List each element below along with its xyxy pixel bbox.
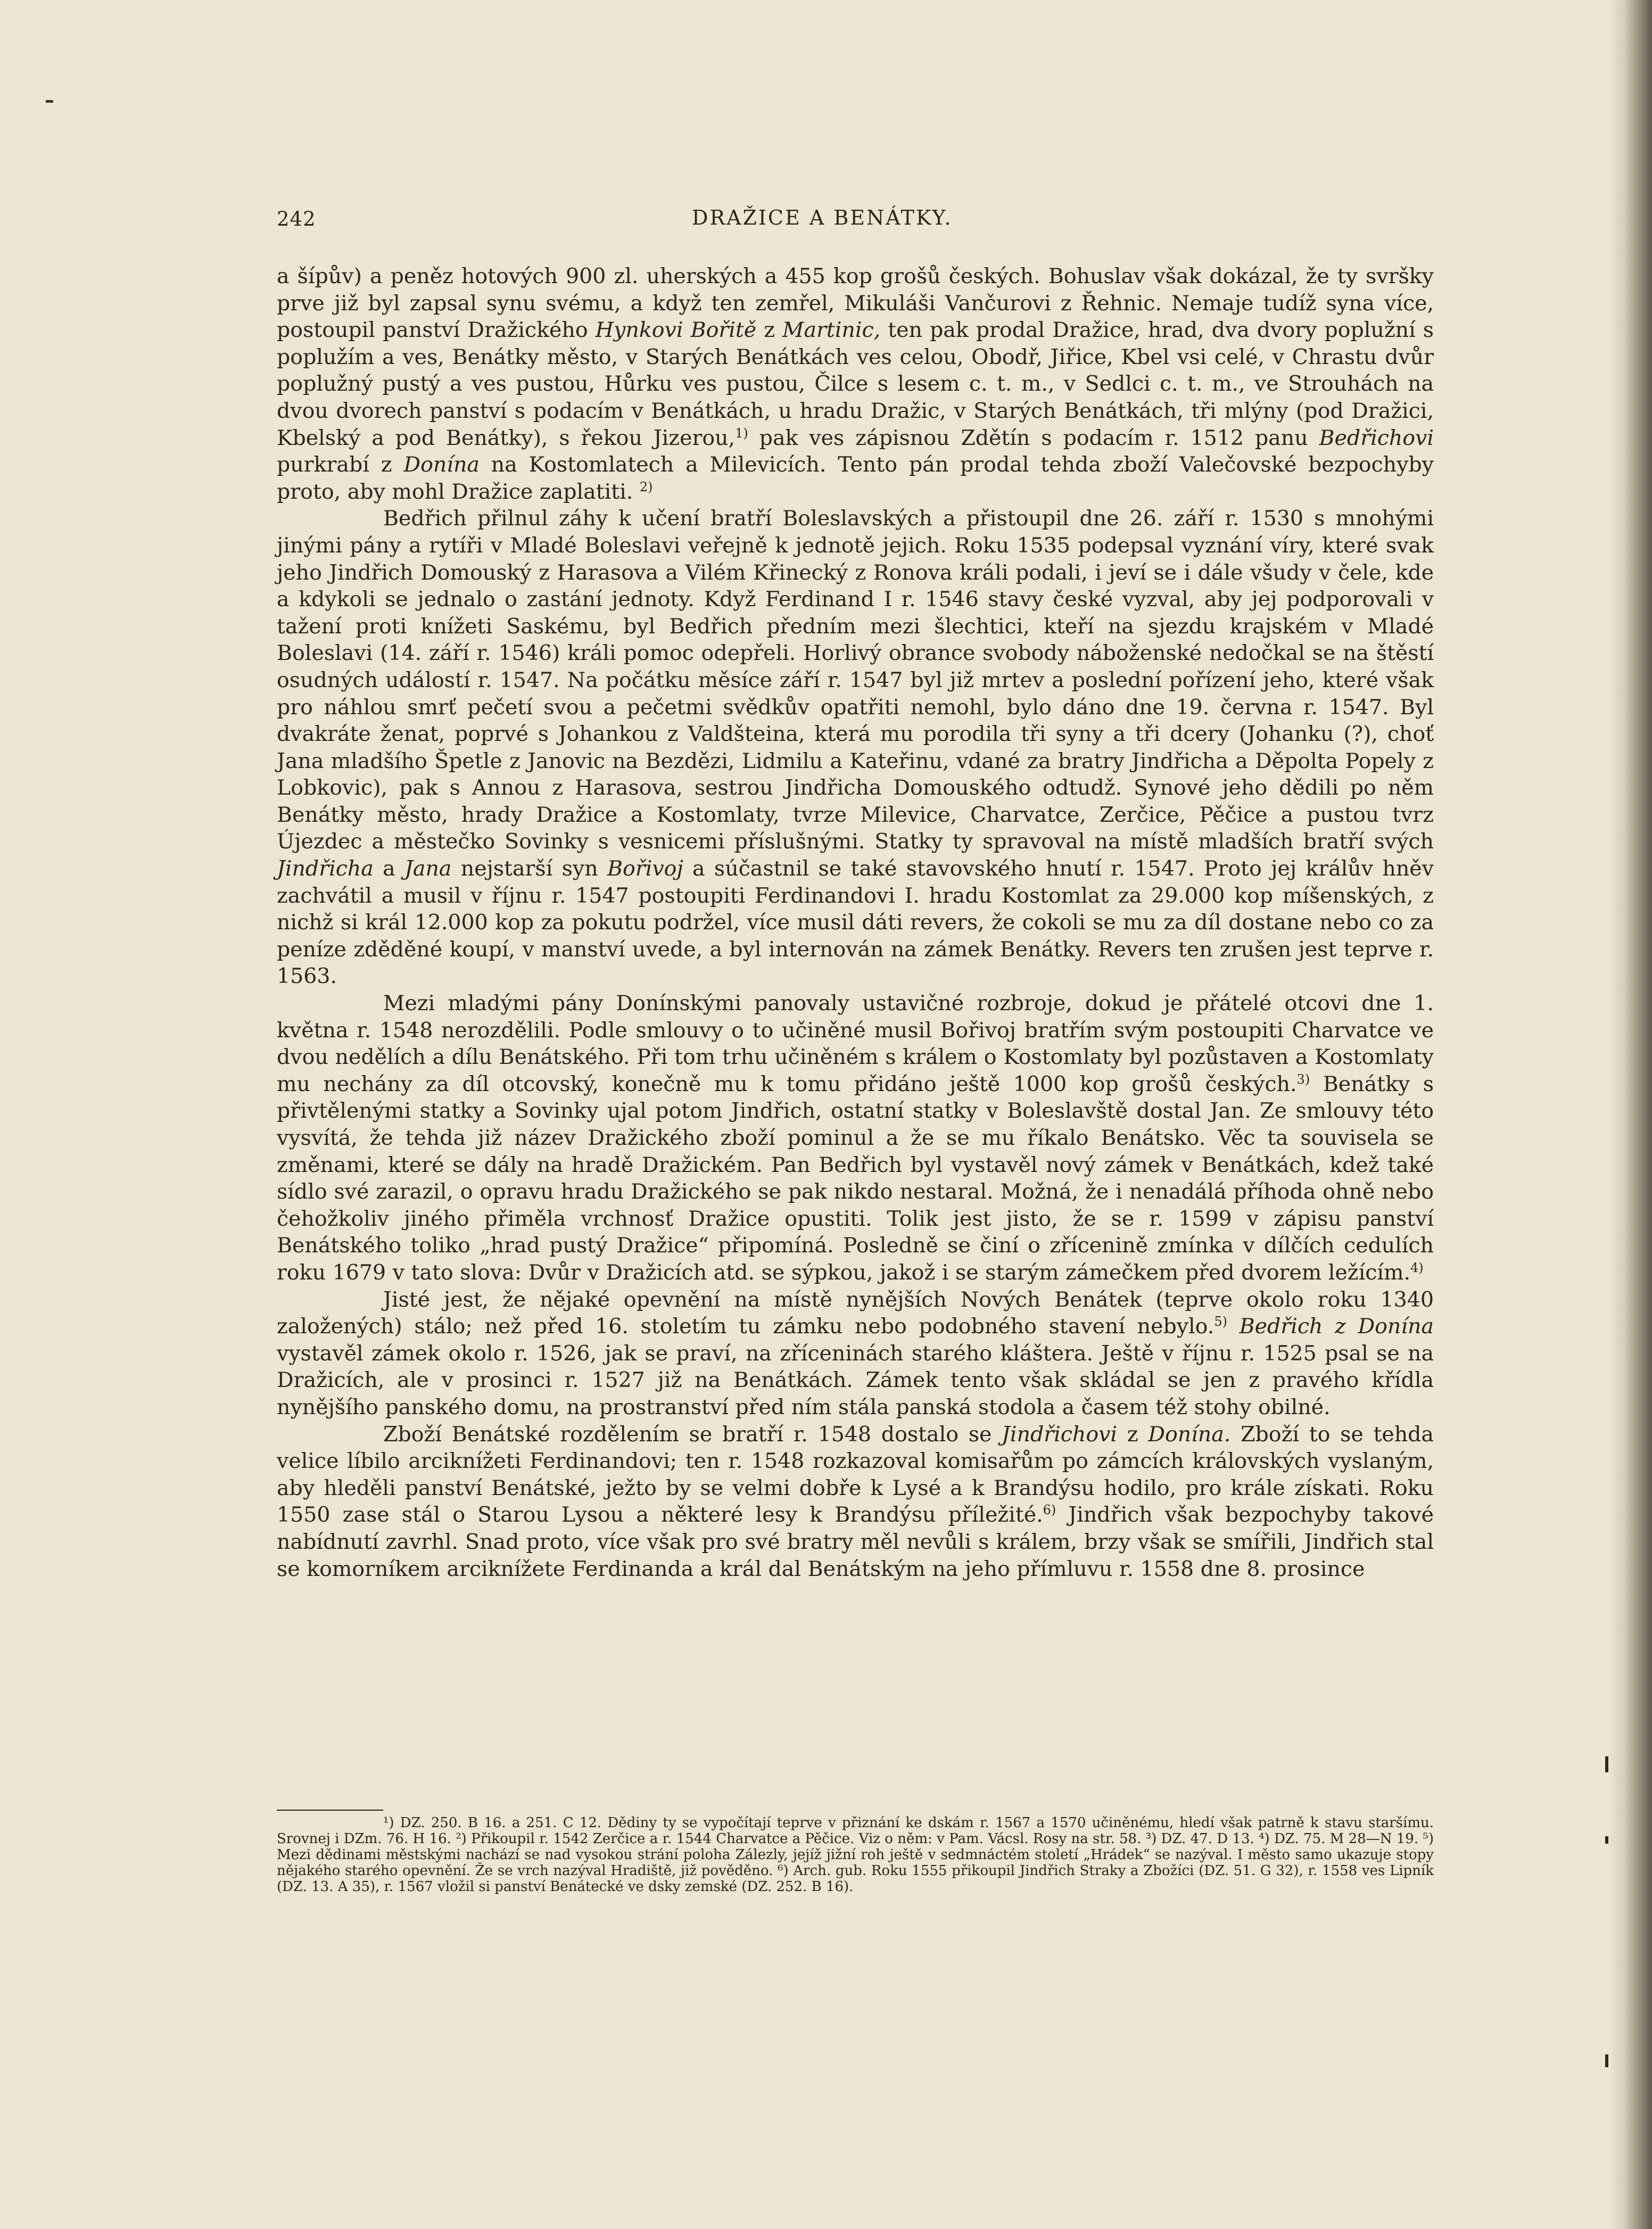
person-name: Jindřichovi — [1002, 1422, 1118, 1447]
text-run: z — [1117, 1422, 1149, 1447]
footnote-rule — [277, 1810, 383, 1811]
footnote-ref: 1) — [735, 425, 748, 441]
page-right-edge — [1624, 0, 1652, 2229]
text-run: Zboží Benátské rozdělením se bratří r. 1548 dostalo se — [383, 1422, 1002, 1447]
running-title: DRAŽICE A BENÁTKY. — [692, 206, 953, 229]
paragraph-5 — [277, 1421, 1434, 1583]
paragraph-3 — [277, 990, 1434, 1286]
text-run: Mezi mladými pány Donínskými panovaly ustavičné rozbroje, dokud je přátelé otcovi dne 1. května r. 1548 nerozdělili. Podle smlouvy o to učiněné musil Bořivoj bratřím svým postoupiti Charvatce ve dvou nedělích a dílu Benátského. Při tom trhu učiněném s králem o Kostomlaty byl pozůstaven a Kostomlaty mu nechány za díl otcovský, konečně mu k tomu přidáno ještě 1000 kop grošů českých. — [277, 991, 1434, 1096]
place-name: Donína. — [1148, 1422, 1231, 1447]
person-name: Bedřich z Donína — [1227, 1314, 1434, 1339]
paragraph-1 — [277, 263, 1434, 505]
place-name: Martinic, — [782, 318, 881, 343]
text-run: a šípův) a peněz hotových 900 zl. uherských a 455 kop grošů českých. Bohuslav však dokázal, že ty svršky prve již byl zapsal synu svému, a když ten zemřel, Mikuláši Vančurovi z Řehnic. Nemaje tudíž syna více, postoupil panství Dražického — [277, 264, 1434, 343]
text-run: pak ves zápisnou Zdětín s podacím r. 1512 panu — [748, 425, 1319, 450]
footnotes — [277, 1815, 1434, 1895]
page-number: 242 — [277, 208, 316, 230]
text-run: Bedřich přilnul záhy k učení bratří Boleslavských a přistoupil dne 26. září r. 1530 s mnohými jinými pány a rytíři v Mladé Boleslavi veřejně k jednotě jejich. Roku 1535 podepsal vyznání víry, které svak jeho Jindřich Domouský z Harasova a Vilém Křinecký z Ronova králi podali, i jeví se i dále všudy v čele, kde a kdykoli se jednalo o zastání jednoty. Když Ferdinand I r. 1546 stavy české vyzval, aby jej podporovali v tažení proti knížeti Saskému, byl Bedřich předním mezi šlechtici, kteří na sjezdu krajském v Mladé Boleslavi (14. září r. 1546) králi pomoc odepřeli. Horlivý obrance svobody náboženské nedočkal se na štěstí osudných událostí r. 1547. Na počátku měsíce září r. 1547 byl již mrtev a poslední pořízení jeho, které však pro náhlou smrť pečetí svou a pečetmi svědkův opatřiti nemohl, bylo dáno dne 19. června r. 1547. Byl dvakráte ženat, poprvé s Johankou z Valdšteina, která mu porodila tři syny a tři dcery (Johanku (?), choť Jana mladšího Špetle z Janovic na Bezdězi, Lidmilu a Kateřinu, vdané za bratry Jindřicha a Děpolta Popely z Lobkovic), pak s Annou z Harasova, sestrou Jindřicha Domouského odtudž. Synové jeho dědili po něm Benátky město, hrady Dražice a Kostomlaty, tvrze Milevice, Charvatce, Zerčice, Pěčice a pustou tvrz Újezdec a městečko Sovinky s vesnicemi příslušnými. Statky ty spravoval na místě mladších bratří svých — [277, 506, 1434, 854]
main-text — [277, 263, 1434, 1582]
text-run: nejstarší syn — [451, 856, 608, 881]
footnote-ref: 5) — [1214, 1314, 1227, 1329]
text-run: Jindřich však bezpochyby takové nabídnutí zavrhl. Snad proto, více však pro své bratry měl nevůli s králem, brzy však se smířili, Jindřich stal se komorníkem arciknížete Ferdinanda a král dal Benátským na jeho přímluvu r. 1558 dne 8. prosince — [277, 1502, 1434, 1581]
paragraph-4 — [277, 1286, 1434, 1421]
person-name: Bořivoj — [607, 856, 683, 881]
text-run: a súčastnil se také stavovského hnutí r. 1547. Proto jej králův hněv zachvátil a musil v říjnu r. 1547 postoupiti Ferdinandovi I. hradu Kostomlat za 29.000 kop míšenských, z nichž si král 12.000 kop za pokutu podržel, více musil dáti revers, že cokoli se mu za díl dostane nebo co za peníze zděděné koupí, v manství uvede, a byl internován na zámek Benátky. Revers ten zrušen jest teprve r. 1563. — [277, 856, 1434, 989]
text-run: vystavěl zámek okolo r. 1526, jak se praví, na zříceninách starého kláštera. Ještě v říjnu r. 1525 psal se na Dražicích, ale v prosinci r. 1527 již na Benátkách. Zámek tento však skládal se jen z pravého křídla nynějšího panského domu, na prostranství před ním stála panská stodola a časem též stohy obilné. — [277, 1341, 1434, 1419]
footnote-ref: 2) — [639, 479, 653, 494]
text-run: ten pak prodal Dražice, hrad, dva dvory poplužní s poplužím a ves, Benátky město, v Starých Benátkách ves celou, Obodř, Jiřice, Kbel vsi celé, v Chrastu dvůr poplužný pustý a ves pustou, Hůrku ves pustou, Čilce s lesem c. t. m., v Sedlci c. t. m., ve Strouhách na dvou dvorech panství s podacím v Benátkách, u hradu Dražic, v Starých Benátkách, tři mlýny (pod Dražici, Kbelský a pod Benátky), s řekou Jizerou, — [277, 318, 1434, 450]
footnote-ref: 4) — [1410, 1260, 1424, 1275]
text-run: Jisté jest, že nějaké opevnění na místě nynějších Nových Benátek (teprve okolo roku 1340 založených) stálo; než před 16. stoletím tu zámku nebo podobného stavení nebylo. — [277, 1287, 1434, 1339]
text-run: Zboží to se tehda velice líbilo arciknížeti Ferdinandovi; ten r. 1548 rozkazoval komisařům po zámcích královských vyslaným, aby hleděli panství Benátské, ježto by se velmi dobře k Lysé a k Brandýsu hodilo, pro krále získati. Roku 1550 zase stál o Starou Lysou a některé lesy k Brandýsu příležité. — [277, 1422, 1434, 1528]
text-run: Benátky s přivtělenými statky a Sovinky ujal potom Jindřich, ostatní statky v Boleslavště dostal Jan. Ze smlouvy této vysvítá, že tehda již název Dražického zboží pominul a že se mu říkalo Benátsko. Věc ta souvisela se změnami, které se dály na hradě Dražickém. Pan Bedřich byl vystavěl nový zámek v Benátkách, kdež také sídlo své zarazil, o opravu hradu Dražického se pak nikdo nestaral. Možná, že i nenadálá příhoda ohně nebo čehožkoliv jiného přiměla vrchnosť Dražice opustiti. Tolik jest jisto, že se r. 1599 v zápisu panství Benátského toliko „hrad pustý Dražice“ připomíná. Posledně se činí o zřícenině zmínka v dílčích cedulích roku 1679 v tato slova: Dvůr v Dražicích atd. se sýpkou, jakož i se starým zámečkem před dvorem ležícím. — [277, 1071, 1434, 1285]
footnote-ref: 6) — [1043, 1502, 1056, 1518]
footnote-text: ¹) DZ. 250. B 16. a 251. C 12. Dědiny ty se vypočítají teprve v přiznání ke dskám r. 1567 a 1570 učiněnému, hledí však patrně k stavu staršímu. Srovnej i DZm. 76. H 16. ²) Přikoupil r. 1542 Zerčice a r. 1544 Charvatce a Pěčice. Viz o něm: v Pam. Vácsl. Rosy na str. 58. ³) DZ. 47. D 13. ⁴) DZ. 75. M 28—N 19. ⁵) Mezi dědinami městskými nachází se nad vysokou strání poloha Zálezly, jejíž jižní roh ještě v sedmnáctém století „Hrádek“ se nazýval. I město samo ukazuje stopy nějakého starého opevnění. Že se vrch nazýval Hradiště, již pověděno. ⁶) Arch. gub. Roku 1555 přikoupil Jindřich Straky a Zbožíci (DZ. 51. G 32), r. 1558 ves Lipník (DZ. 13. A 35), r. 1567 vložil si panství Benátecké ve dsky zemské (DZ. 252. B 16). — [277, 1815, 1434, 1895]
person-name: Hynkovi Bořitě — [595, 318, 757, 343]
text-run: a — [373, 856, 405, 881]
person-name: Jana — [404, 856, 452, 881]
footnote-ref: 3) — [1296, 1071, 1310, 1087]
person-name: Jindřicha — [277, 856, 374, 881]
person-name: Bedřichovi — [1319, 425, 1434, 450]
text-run: na Kostomlatech a Milevicích. Tento pán prodal tehda zboží Valečovské bezpochyby proto, aby mohl Dražice zaplatiti. — [277, 452, 1434, 504]
binding-marks — [1605, 1756, 1613, 2076]
place-name: Donína — [403, 452, 480, 477]
paragraph-2 — [277, 505, 1434, 990]
text-run: z — [756, 318, 783, 343]
margin-mark — [46, 100, 53, 103]
text-run: purkrabí z — [277, 452, 404, 477]
